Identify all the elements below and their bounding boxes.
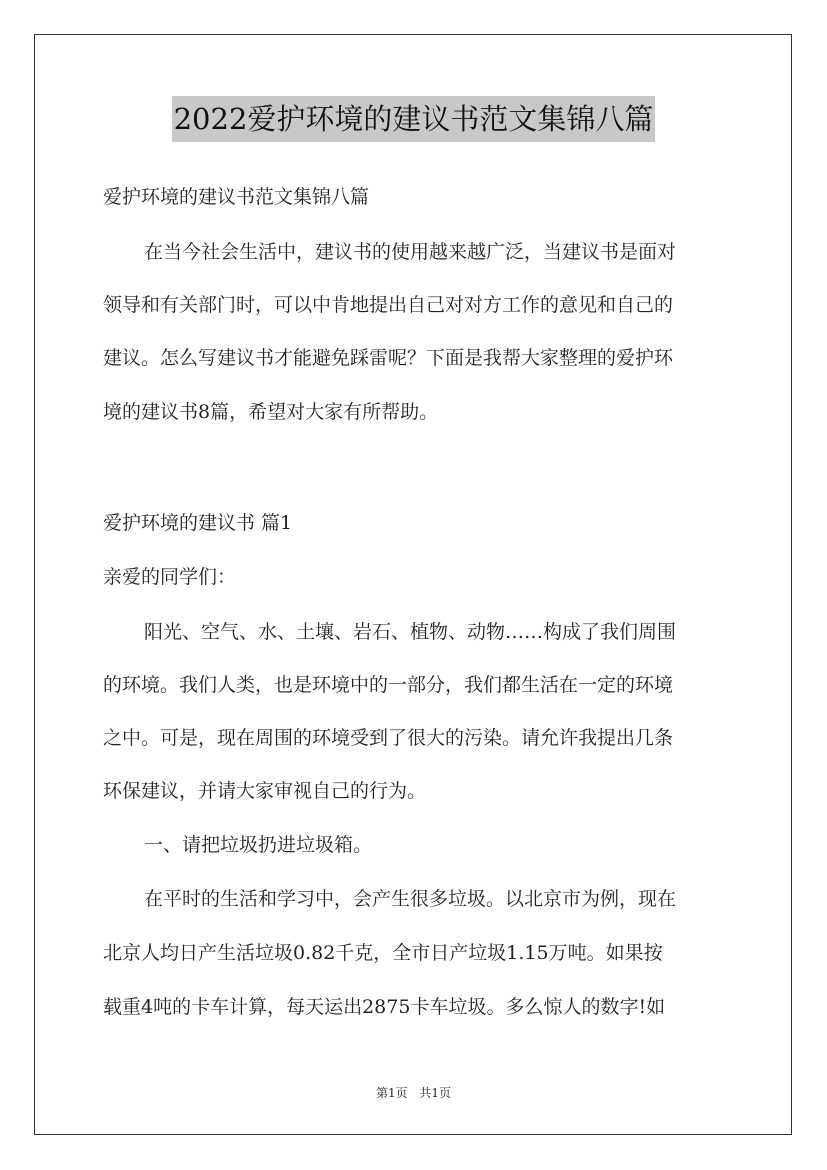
title-container	[0, 96, 827, 142]
body-line: 一、请把垃圾扔进垃圾箱。	[144, 834, 373, 856]
body-line: 环保建议，并请大家审视自己的行为。	[103, 780, 427, 802]
greeting: 亲爱的同学们：	[103, 566, 237, 588]
page-footer	[0, 1084, 827, 1101]
body-line: 阳光、空气、水、土壤、岩石、植物、动物……构成了我们周围	[144, 621, 677, 643]
body-line: 的环境。我们人类，也是环境中的一部分，我们都生活在一定的环境	[103, 674, 674, 696]
intro-line: 境的建议书8篇，希望对大家有所帮助。	[103, 401, 439, 423]
body-line: 在平时的生活和学习中，会产生很多垃圾。以北京市为例，现在	[144, 888, 677, 910]
document-title: 2022爱护环境的建议书范文集锦八篇	[172, 96, 656, 142]
page-number: 第1页	[375, 1086, 408, 1100]
intro-line: 建议。怎么写建议书才能避免踩雷呢？下面是我帮大家整理的爱护环	[103, 347, 674, 369]
body-line: 北京人均日产生活垃圾0.82千克，全市日产垃圾1.15万吨。如果按	[103, 942, 663, 964]
page-total: 共1页	[419, 1086, 452, 1100]
subtitle: 爱护环境的建议书范文集锦八篇	[103, 186, 370, 208]
body-line: 之中。可是，现在周围的环境受到了很大的污染。请允许我提出几条	[103, 727, 674, 749]
body-line: 载重4吨的卡车计算，每天运出2875卡车垃圾。多么惊人的数字!如	[103, 996, 666, 1018]
intro-line: 在当今社会生活中，建议书的使用越来越广泛，当建议书是面对	[144, 241, 677, 263]
section-heading: 爱护环境的建议书 篇1	[103, 512, 293, 534]
intro-line: 领导和有关部门时，可以中肯地提出自己对对方工作的意见和自己的	[103, 294, 674, 316]
